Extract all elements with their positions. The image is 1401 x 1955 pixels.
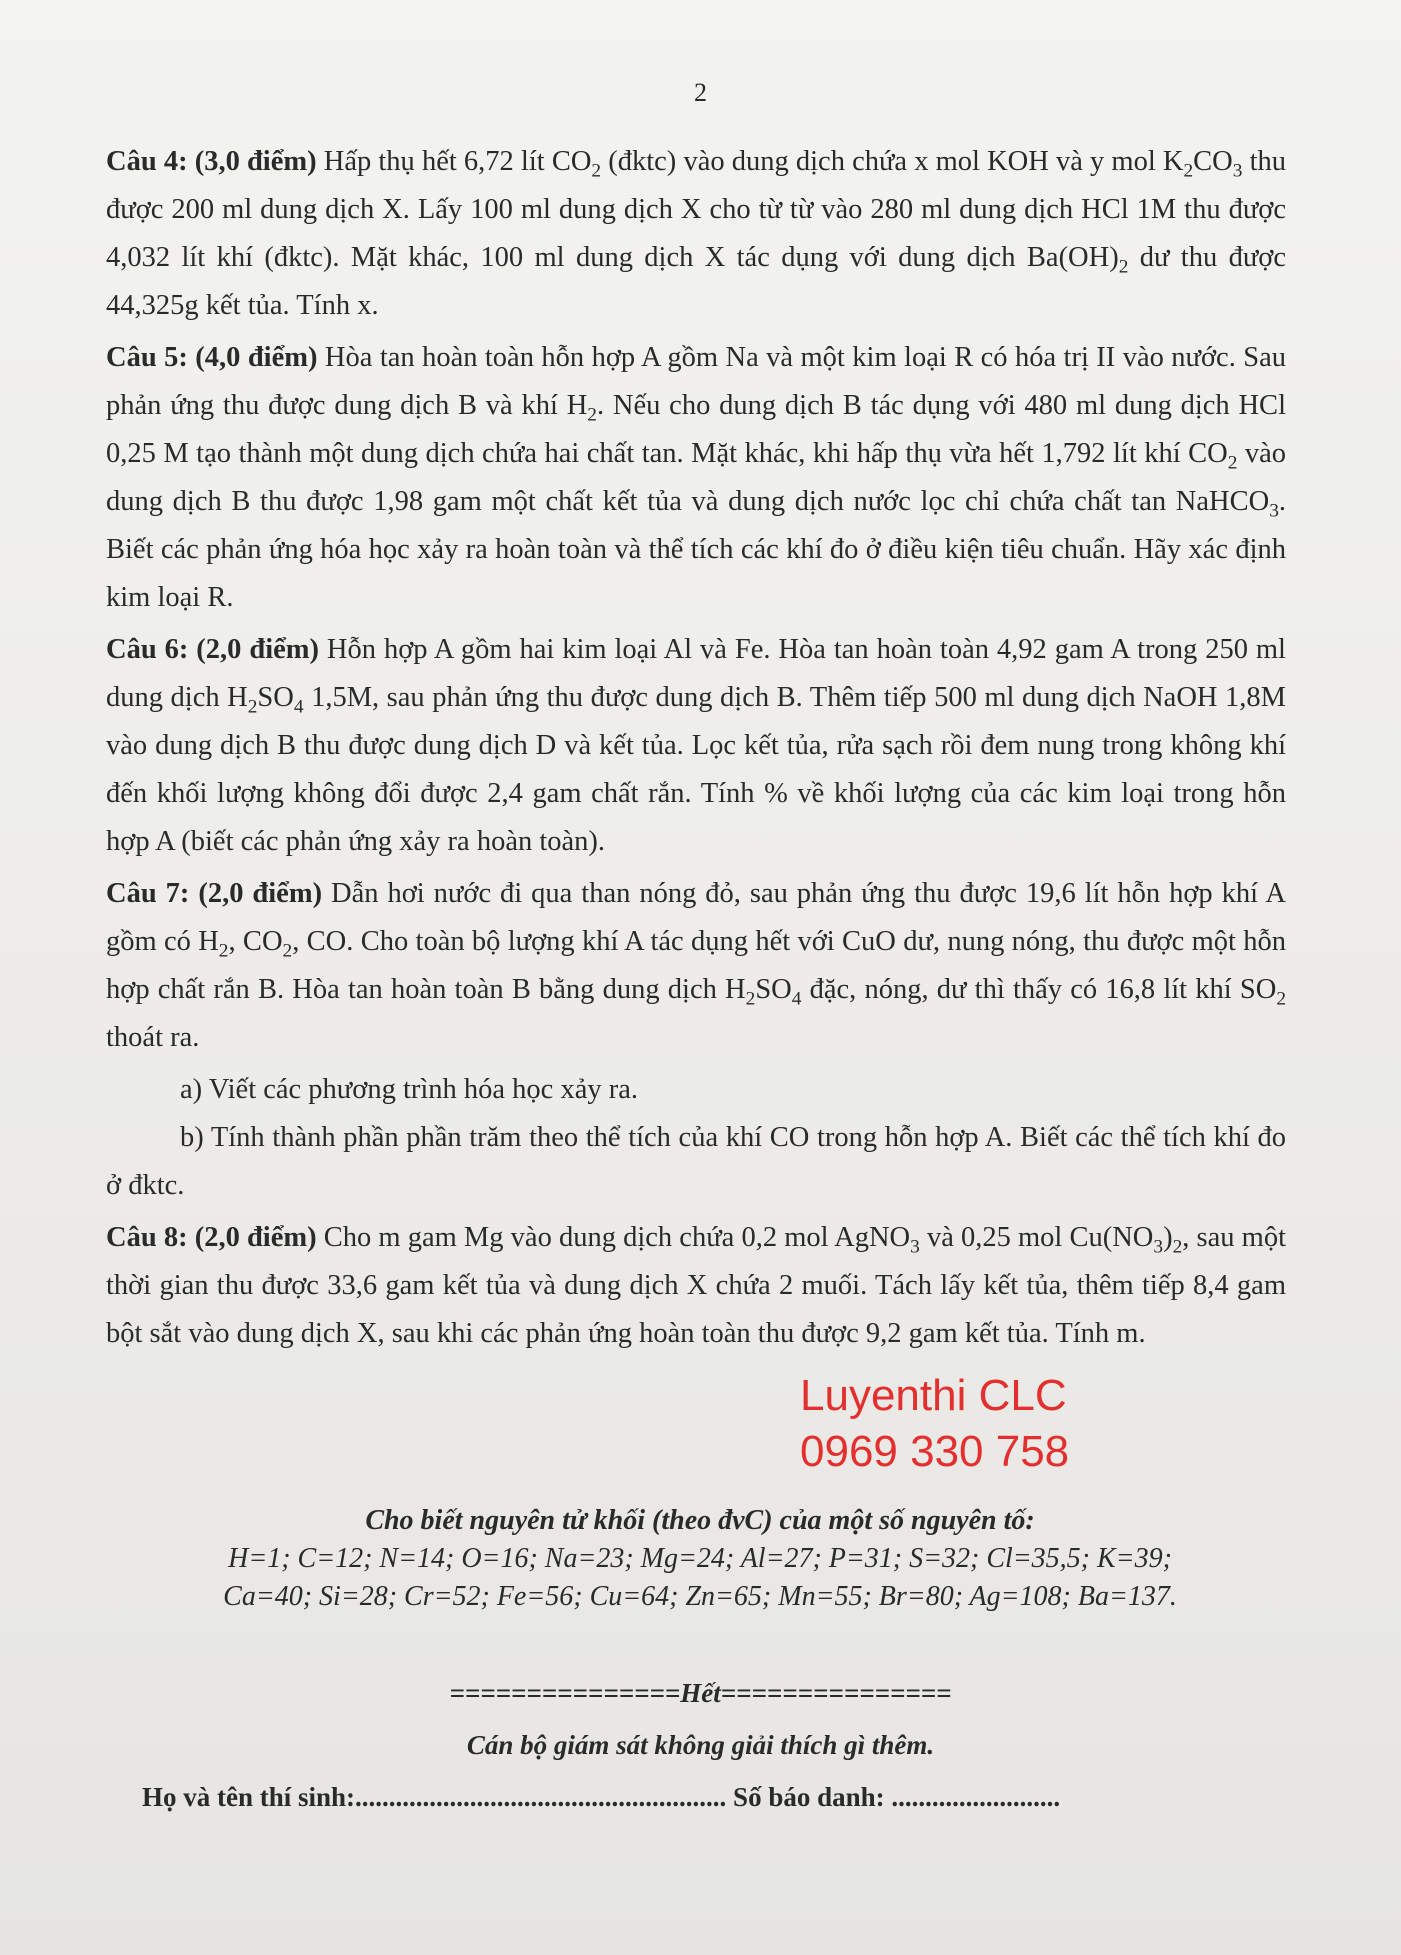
question-4-head: Câu 4: (3,0 điểm) bbox=[106, 146, 317, 177]
question-6 bbox=[106, 626, 1286, 866]
question-7 bbox=[106, 870, 1286, 1062]
atomic-mass-table bbox=[100, 1502, 1300, 1616]
watermark-name: Luyenthi CLC bbox=[800, 1371, 1067, 1420]
questions-section bbox=[106, 138, 1286, 1362]
question-7-body: Dẫn hơi nước đi qua than nóng đỏ, sau phản ứng thu được 19,6 lít hỗn hợp khí A gồm có $H_2$, $CO_2$, CO. Cho toàn bộ lượng khí A tác dụng hết với CuO dư, nung nóng, thu được một hỗn hợp chất rắn B. Hòa tan hoàn toàn B bằng dung dịch $H_2SO_4$ đặc, nóng, dư thì thấy có 16,8 lít khí $SO_2$ thoát ra. bbox=[106, 878, 1287, 1053]
question-7-part-b: b) Tính thành phần phần trăm theo thể tích của khí CO trong hỗn hợp A. Biết các thể tích khí đo ở đktc. bbox=[106, 1122, 1286, 1201]
proctor-note: Cán bộ giám sát không giải thích gì thêm. bbox=[466, 1730, 935, 1760]
atomic-mass-title: Cho biết nguyên tử khối (theo đvC) của một số nguyên tố: bbox=[365, 1505, 1035, 1536]
question-6-head: Câu 6: (2,0 điểm) bbox=[106, 634, 319, 665]
atomic-mass-line-1: H=1; C=12; N=14; O=16; Na=23; Mg=24; Al=27; P=31; S=32; Cl=35,5; K=39; bbox=[228, 1543, 1172, 1574]
watermark-phone: 0969 330 758 bbox=[800, 1427, 1070, 1476]
candidate-name-label: Họ và tên thí sinh: bbox=[142, 1782, 356, 1812]
question-8-head: Câu 8: (2,0 điểm) bbox=[106, 1222, 317, 1253]
candidate-info bbox=[142, 1782, 1262, 1813]
candidate-name-field: ....................................................... bbox=[355, 1782, 727, 1812]
question-5-head: Câu 5: (4,0 điểm) bbox=[106, 342, 318, 373]
end-marker: ===============Hết=============== bbox=[449, 1678, 952, 1708]
page-number: 2 bbox=[694, 78, 707, 107]
question-8 bbox=[106, 1214, 1286, 1358]
question-5-body: Hòa tan hoàn toàn hỗn hợp A gồm Na và một kim loại R có hóa trị II vào nước. Sau phản ứng thu được dung dịch B và khí $H_2$. Nếu cho dung dịch B tác dụng với 480 ml dung dịch HCl 0,25 M tạo thành một dung dịch chứa hai chất tan. Mặt khác, khi hấp thụ vừa hết 1,792 lít khí $CO_2$ vào dung dịch B thu được 1,98 gam một chất kết tủa và dung dịch nước lọc chỉ chứa chất tan NaHCO$_3$. Biết các phản ứng hóa học xảy ra hoàn toàn và thể tích các khí đo ở điều kiện tiêu chuẩn. Hãy xác định kim loại R. bbox=[106, 342, 1286, 613]
atomic-mass-line-2: Ca=40; Si=28; Cr=52; Fe=56; Cu=64; Zn=65; Mn=55; Br=80; Ag=108; Ba=137. bbox=[223, 1581, 1177, 1612]
question-4-body: Hấp thụ hết 6,72 lít $CO_2$ (đktc) vào dung dịch chứa x mol KOH và y mol $K_2CO_3$ thu được 200 ml dung dịch X. Lấy 100 ml dung dịch X cho từ từ vào 280 ml dung dịch HCl 1M thu được 4,032 lít khí (đktc). Mặt khác, 100 ml dung dịch X tác dụng với dung dịch $Ba(OH)_2$ dư thu được 44,325g kết tủa. Tính x. bbox=[106, 146, 1286, 321]
watermark-stamp bbox=[800, 1368, 1069, 1480]
question-7-part-a: a) Viết các phương trình hóa học xảy ra. bbox=[180, 1074, 638, 1105]
candidate-id-field: ......................... bbox=[891, 1782, 1061, 1812]
question-5 bbox=[106, 334, 1286, 622]
question-6-body: Hỗn hợp A gồm hai kim loại Al và Fe. Hòa tan hoàn toàn 4,92 gam A trong 250 ml dung dịch $H_2SO_4$ 1,5M, sau phản ứng thu được dung dịch B. Thêm tiếp 500 ml dung dịch NaOH 1,8M vào dung dịch B thu được dung dịch D và kết tủa. Lọc kết tủa, rửa sạch rồi đem nung trong không khí đến khối lượng không đổi được 2,4 gam chất rắn. Tính % về khối lượng của các kim loại trong hỗn hợp A (biết các phản ứng xảy ra hoàn toàn). bbox=[106, 634, 1286, 857]
question-7-head: Câu 7: (2,0 điểm) bbox=[106, 878, 323, 909]
candidate-id-label: Số báo danh: bbox=[726, 1782, 892, 1812]
question-4 bbox=[106, 138, 1286, 330]
question-8-body: Cho m gam Mg vào dung dịch chứa 0,2 mol AgNO$_3$ và 0,25 mol $Cu(NO_3)_2$, sau một thời gian thu được 33,6 gam kết tủa và dung dịch X chứa 2 muối. Tách lấy kết tủa, thêm tiếp 8,4 gam bột sắt vào dung dịch X, sau khi các phản ứng hoàn toàn thu được 9,2 gam kết tủa. Tính m. bbox=[106, 1222, 1286, 1349]
